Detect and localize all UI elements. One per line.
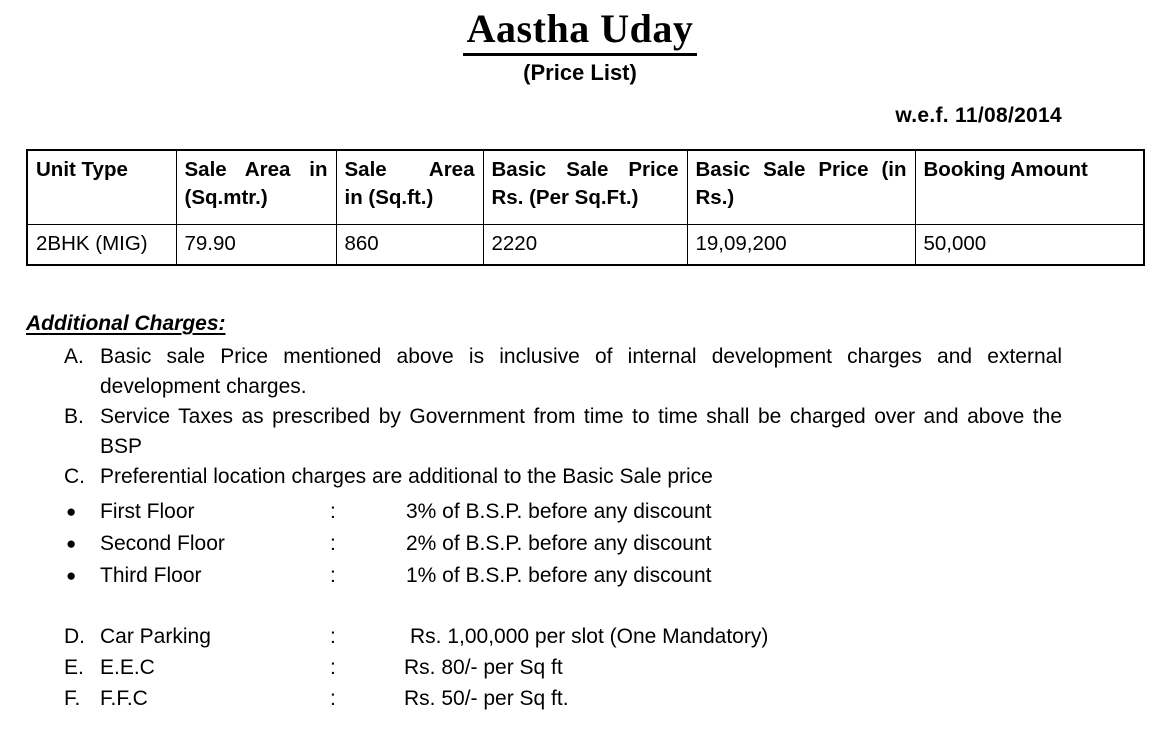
separator-colon: : [330, 500, 336, 523]
cell-unit-type: 2BHK (MIG) [27, 225, 176, 266]
floor-label: First Floor [100, 500, 195, 523]
list-item [0, 560, 1160, 592]
separator-colon: : [330, 687, 336, 710]
page-title [0, 8, 1160, 50]
column-header-line1: Basic Sale Price [491, 158, 679, 181]
floor-label: Second Floor [100, 532, 225, 555]
column-header-line2: Rs. (Per Sq.Ft.) [491, 186, 639, 210]
list-item-marker: F. [64, 687, 81, 710]
charge-value: Rs. 80/- per Sq ft [404, 656, 563, 679]
additional-charges-list [0, 342, 1160, 492]
list-item-marker: A. [64, 345, 84, 368]
table-header-row [27, 150, 1144, 225]
cell-booking-amount: 50,000 [915, 225, 1144, 266]
additional-charges-heading: Additional Charges: [26, 312, 226, 335]
list-item [0, 652, 1160, 683]
column-header-line1: Sale Area in [184, 158, 328, 181]
price-table-container [26, 149, 1143, 266]
list-item-marker: C. [64, 465, 85, 488]
floor-charge-value: 1% of B.S.P. before any discount [406, 564, 712, 587]
list-item-text: Preferential location charges are additional to the Basic Sale price [100, 465, 713, 488]
charge-label: Car Parking [100, 625, 211, 648]
separator-colon: : [330, 656, 336, 679]
column-header-booking-amount [915, 150, 1144, 225]
column-header-line1: Unit Type [36, 158, 128, 181]
floor-charges-list [0, 496, 1160, 592]
list-item [0, 621, 1160, 652]
floor-charge-value: 2% of B.S.P. before any discount [406, 532, 712, 555]
list-item-text: Basic sale Price mentioned above is inclusive of internal development charges and external development charges. [100, 345, 1062, 398]
list-item [0, 462, 1160, 492]
list-item [0, 683, 1160, 714]
column-header-line1: Basic Sale Price (in [695, 158, 907, 181]
bullet-dot-icon: ● [66, 502, 77, 521]
cell-bsp-per-sqft: 2220 [483, 225, 687, 266]
column-header-line1: Booking Amount [923, 158, 1088, 181]
charge-value: Rs. 50/- per Sq ft. [404, 687, 569, 710]
cell-sale-area-sqft: 860 [336, 225, 483, 266]
other-charges-list [0, 621, 1160, 714]
cell-bsp-total: 19,09,200 [687, 225, 915, 266]
column-header-line1: Sale Area [344, 158, 475, 181]
list-item-text: Service Taxes as prescribed by Government from time to time shall be charged over and above the BSP [100, 405, 1062, 458]
column-header-line2: in (Sq.ft.) [344, 186, 434, 210]
cell-sale-area-sqmtr: 79.90 [176, 225, 336, 266]
charge-label: F.F.C [100, 687, 148, 710]
effective-date: w.e.f. 11/08/2014 [895, 104, 1062, 127]
list-item [0, 402, 1160, 462]
page-title-text: Aastha Uday [463, 6, 698, 56]
floor-charge-value: 3% of B.S.P. before any discount [406, 500, 712, 523]
bullet-dot-icon: ● [66, 566, 77, 585]
page-subtitle: (Price List) [523, 60, 637, 85]
column-header-bsp-total [687, 150, 915, 225]
column-header-sale-area-sqft [336, 150, 483, 225]
table-row [27, 225, 1144, 266]
list-item [0, 496, 1160, 528]
separator-colon: : [330, 625, 336, 648]
price-table [26, 149, 1145, 266]
column-header-bsp-per-sqft [483, 150, 687, 225]
charge-value: Rs. 1,00,000 per slot (One Mandatory) [410, 625, 769, 648]
list-item [0, 528, 1160, 560]
column-header-sale-area-sqmtr [176, 150, 336, 225]
column-header-unit-type [27, 150, 176, 225]
column-header-line2: (Sq.mtr.) [184, 186, 268, 210]
list-item-marker: E. [64, 656, 84, 679]
bullet-dot-icon: ● [66, 534, 77, 553]
separator-colon: : [330, 532, 336, 555]
list-item-marker: D. [64, 625, 85, 648]
charge-label: E.E.C [100, 656, 155, 679]
list-item [0, 342, 1160, 402]
separator-colon: : [330, 564, 336, 587]
list-item-marker: B. [64, 405, 84, 428]
column-header-line2: Rs.) [695, 186, 735, 210]
floor-label: Third Floor [100, 564, 202, 587]
